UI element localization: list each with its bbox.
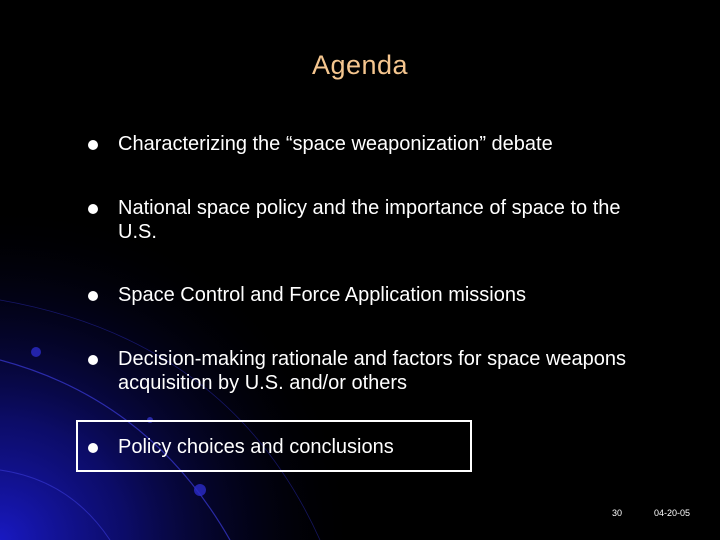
bullet-text: Characterizing the “space weaponization” debate (118, 133, 553, 155)
bullet-dot-icon (88, 204, 98, 214)
bullet-text: Decision-making rationale and factors for space weapons acquisition by U.S. and/or others (118, 348, 627, 394)
bullet-dot-icon (88, 291, 98, 301)
bullet-text: Space Control and Force Application missions (118, 284, 526, 306)
page-number: 30 (612, 508, 623, 518)
bullet-item (88, 283, 648, 307)
bullet-dot-icon (88, 443, 98, 453)
bullet-item (88, 347, 648, 395)
slide-title: Agenda (311, 50, 409, 80)
bullet-text: Policy choices and conclusions (118, 436, 394, 458)
bullet-item (88, 196, 648, 244)
bullet-item-highlighted (88, 435, 648, 459)
bullet-dot-icon (88, 355, 98, 365)
bullet-text: National space policy and the importance of space to the U.S. (118, 197, 621, 243)
bullet-item (88, 132, 648, 156)
bullet-dot-icon (88, 140, 98, 150)
footer-date: 04-20-05 (654, 508, 691, 518)
